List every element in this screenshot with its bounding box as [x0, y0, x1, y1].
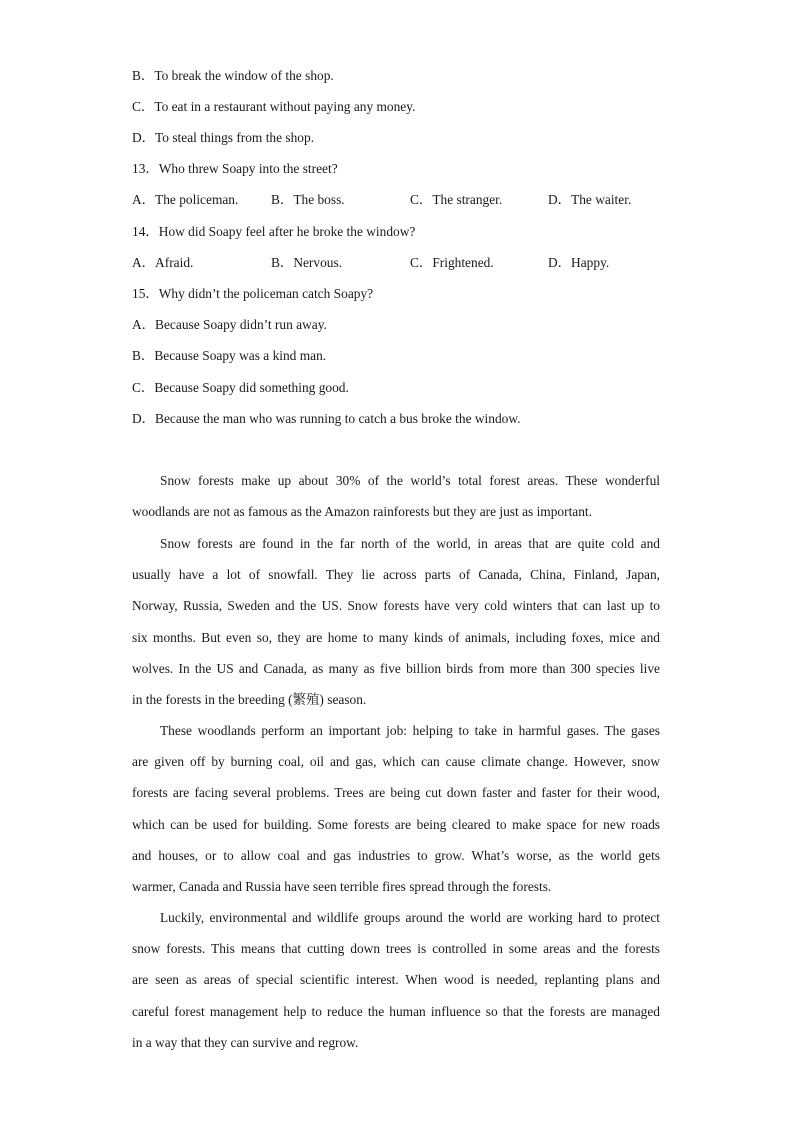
q13-option-d: D．The waiter.: [548, 192, 632, 207]
q13-option-a: A．The policeman.: [132, 192, 239, 207]
paragraph-line: in a way that they can survive and regrow.: [132, 1034, 359, 1050]
paragraph-line: are given off by burning coal, oil and gas, which can cause climate change. However, snow: [132, 754, 660, 770]
q14-option-b: B．Nervous.: [271, 255, 343, 270]
passage-paragraph-4: [132, 902, 660, 1058]
q13-question: 13．Who threw Soapy into the street?: [132, 161, 338, 176]
paragraph-line: snow forests. This means that cutting down trees is controlled in some areas and the forests: [132, 941, 660, 957]
paragraph-line: which can be used for building. Some forests are being cleared to make space for new roads: [132, 816, 660, 832]
paragraph-line: These woodlands perform an important job: helping to take in harmful gases. The gases: [160, 723, 660, 738]
q12-option-b: B．To break the window of the shop.: [132, 68, 334, 83]
q13-options: [132, 192, 692, 208]
q14-option-c: C．Frightened.: [410, 255, 494, 270]
paragraph-line: Snow forests are found in the far north of the world, in areas that are quite cold and: [160, 536, 660, 551]
paragraph-line: warmer, Canada and Russia have seen terrible fires spread through the forests.: [132, 879, 552, 895]
q13-option-b: B．The boss.: [271, 192, 345, 207]
q15-option-b: B．Because Soapy was a kind man.: [132, 348, 327, 363]
passage-paragraph-1: [132, 465, 660, 527]
passage-paragraph-3: [132, 715, 660, 902]
paragraph-line: careful forest management help to reduce the human influence so that the forests are managed: [132, 1003, 660, 1019]
q14-option-a: A．Afraid.: [132, 255, 194, 270]
paragraph-line: and houses, or to allow coal and gas industries to grow. What’s worse, as the world gets: [132, 847, 660, 863]
q13-option-c: C．The stranger.: [410, 192, 503, 207]
passage-paragraph-2: [132, 528, 660, 715]
q14-question: 14．How did Soapy feel after he broke the window?: [132, 224, 416, 239]
q14-options: [132, 255, 692, 271]
q15-question: 15．Why didn’t the policeman catch Soapy?: [132, 286, 374, 301]
paragraph-line: wolves. In the US and Canada, as many as five billion birds from more than 300 species live: [132, 660, 660, 676]
paragraph-line: Snow forests make up about 30% of the world’s total forest areas. These wonderful: [160, 473, 660, 488]
paragraph-line: Luckily, environmental and wildlife groups around the world are working hard to protect: [160, 910, 660, 925]
q12-option-d: D．To steal things from the shop.: [132, 130, 315, 145]
paragraph-line: usually have a lot of snowfall. They lie across parts of Canada, China, Finland, Japan,: [132, 567, 660, 583]
paragraph-line: woodlands are not as famous as the Amazon rainforests but they are just as important.: [132, 504, 593, 520]
q15-option-c: C．Because Soapy did something good.: [132, 380, 349, 395]
q15-option-d: D．Because the man who was running to catch a bus broke the window.: [132, 411, 521, 426]
paragraph-line: in the forests in the breeding (繁殖) season.: [132, 692, 367, 708]
q14-option-d: D．Happy.: [548, 255, 610, 270]
paragraph-line: are seen as areas of special scientific interest. When wood is needed, replanting plans and: [132, 972, 660, 988]
q12-option-c: C．To eat in a restaurant without paying any money.: [132, 99, 416, 114]
q15-option-a: A．Because Soapy didn’t run away.: [132, 317, 327, 332]
paragraph-line: forests are facing several problems. Trees are being cut down faster and faster for their wood,: [132, 785, 660, 801]
paragraph-line: Norway, Russia, Sweden and the US. Snow forests have very cold winters that can last up to: [132, 598, 660, 614]
paragraph-line: six months. But even so, they are home to many kinds of animals, including foxes, mice and: [132, 629, 660, 645]
